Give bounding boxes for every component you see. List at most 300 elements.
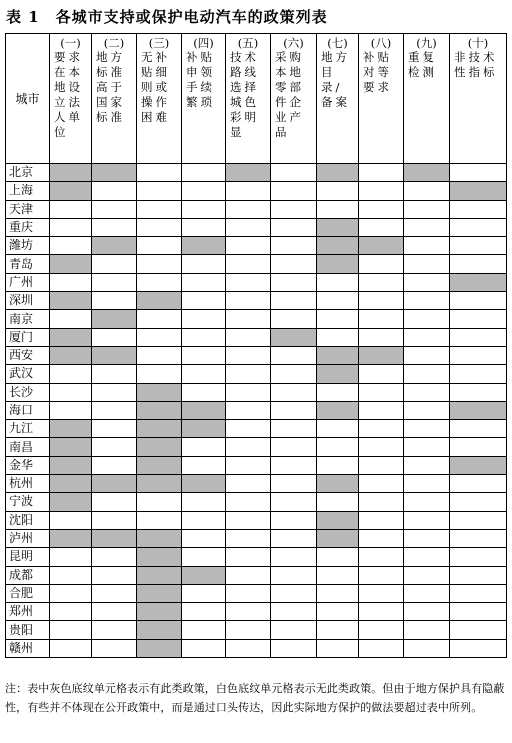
table-row [6,365,507,383]
policy-cell-empty [137,200,182,218]
policy-cell-empty [92,255,137,273]
policy-cell-empty [450,621,507,639]
policy-cell-empty [182,383,226,401]
column-label: 技术路线选择城色彩明显 [230,50,259,139]
column-number: (十) [467,36,489,50]
policy-cell-empty [404,603,450,621]
policy-cell-empty [182,511,226,529]
policy-cell-empty [271,164,317,182]
policy-cell-empty [182,456,226,474]
policy-cell-empty [450,237,507,255]
policy-cell-marked [450,182,507,200]
policy-cell-empty [404,237,450,255]
policy-cell-empty [404,346,450,364]
column-label: 地方标准高于国家标准 [96,50,125,124]
policy-cell-empty [271,456,317,474]
city-name: 沈阳 [6,511,50,529]
policy-cell-empty [317,273,359,291]
policy-cell-empty [404,182,450,200]
policy-cell-marked [50,420,92,438]
policy-cell-empty [450,365,507,383]
policy-cell-empty [50,218,92,236]
policy-cell-empty [226,292,271,310]
policy-cell-empty [271,639,317,657]
column-number: (五) [237,36,259,50]
policy-cell-empty [317,566,359,584]
table-row [6,182,507,200]
policy-cell-marked [317,255,359,273]
table-row [6,584,507,602]
policy-cell-empty [182,328,226,346]
policy-cell-empty [226,218,271,236]
column-header-7 [317,34,359,164]
column-label: 补贴对等要求 [363,50,392,94]
policy-cell-empty [271,218,317,236]
policy-cell-empty [450,218,507,236]
policy-cell-empty [317,548,359,566]
city-name: 昆明 [6,548,50,566]
policy-cell-empty [137,493,182,511]
policy-cell-empty [271,603,317,621]
table-row [6,438,507,456]
policy-cell-marked [317,475,359,493]
policy-cell-empty [359,383,404,401]
policy-cell-empty [50,566,92,584]
city-name: 天津 [6,200,50,218]
column-number: (六) [283,36,304,50]
policy-cell-marked [182,420,226,438]
policy-cell-marked [317,164,359,182]
policy-cell-empty [271,621,317,639]
policy-cell-empty [182,493,226,511]
policy-cell-empty [50,548,92,566]
policy-cell-marked [359,237,404,255]
table-row [6,566,507,584]
policy-cell-empty [317,493,359,511]
policy-cell-marked [137,603,182,621]
policy-cell-empty [359,365,404,383]
policy-cell-marked [137,584,182,602]
policy-cell-empty [50,310,92,328]
policy-cell-empty [50,237,92,255]
policy-cell-empty [359,584,404,602]
policy-cell-empty [271,584,317,602]
policy-cell-empty [50,603,92,621]
policy-cell-empty [359,200,404,218]
policy-cell-empty [271,292,317,310]
column-number: (七) [327,36,348,50]
policy-cell-marked [137,566,182,584]
city-name: 贵阳 [6,621,50,639]
policy-cell-empty [450,438,507,456]
policy-cell-empty [182,548,226,566]
policy-cell-marked [450,273,507,291]
policy-cell-empty [50,200,92,218]
policy-cell-marked [137,292,182,310]
policy-cell-empty [317,584,359,602]
policy-cell-empty [404,310,450,328]
policy-cell-empty [226,401,271,419]
policy-cell-marked [92,164,137,182]
policy-cell-marked [92,310,137,328]
table-row [6,200,507,218]
policy-cell-empty [137,164,182,182]
policy-cell-empty [450,292,507,310]
policy-cell-marked [137,420,182,438]
policy-cell-marked [50,255,92,273]
policy-cell-marked [450,401,507,419]
policy-cell-empty [226,529,271,547]
policy-cell-empty [92,438,137,456]
policy-cell-empty [404,456,450,474]
policy-cell-empty [404,292,450,310]
policy-cell-empty [404,328,450,346]
column-number: (三) [148,36,170,50]
column-label: 重复检测 [408,50,437,79]
policy-cell-empty [226,639,271,657]
policy-cell-marked [92,529,137,547]
policy-cell-empty [137,511,182,529]
policy-cell-empty [317,200,359,218]
policy-cell-empty [450,346,507,364]
policy-cell-marked [404,164,450,182]
policy-cell-empty [317,420,359,438]
policy-cell-marked [137,621,182,639]
policy-cell-empty [271,273,317,291]
city-name: 广州 [6,273,50,291]
policy-cell-empty [92,200,137,218]
policy-cell-empty [226,365,271,383]
policy-cell-marked [50,346,92,364]
policy-cell-empty [137,346,182,364]
policy-cell-empty [50,383,92,401]
policy-cell-empty [450,420,507,438]
column-number: (二) [103,36,125,50]
policy-cell-empty [92,328,137,346]
policy-cell-empty [92,566,137,584]
policy-cell-empty [92,273,137,291]
table-row [6,493,507,511]
policy-table [5,33,507,658]
policy-cell-empty [359,328,404,346]
policy-cell-marked [50,164,92,182]
policy-cell-empty [450,475,507,493]
table-row [6,639,507,657]
policy-cell-empty [50,639,92,657]
table-row [6,328,507,346]
policy-cell-empty [182,200,226,218]
policy-cell-empty [271,401,317,419]
policy-cell-marked [50,328,92,346]
policy-cell-empty [359,456,404,474]
policy-cell-empty [182,438,226,456]
policy-cell-empty [359,292,404,310]
policy-cell-empty [182,365,226,383]
table-row [6,529,507,547]
table-row [6,401,507,419]
policy-cell-empty [450,164,507,182]
policy-cell-empty [50,621,92,639]
policy-cell-empty [450,328,507,346]
policy-cell-marked [182,475,226,493]
policy-cell-empty [226,237,271,255]
policy-cell-empty [450,200,507,218]
policy-cell-empty [137,218,182,236]
policy-cell-empty [92,621,137,639]
column-label: 地方目录/备案 [321,50,350,109]
policy-cell-empty [226,603,271,621]
city-name: 北京 [6,164,50,182]
policy-cell-marked [182,401,226,419]
policy-cell-empty [271,475,317,493]
column-header-3 [137,34,182,164]
policy-cell-empty [404,639,450,657]
policy-cell-empty [226,328,271,346]
policy-cell-empty [359,603,404,621]
policy-cell-empty [226,182,271,200]
policy-cell-empty [404,584,450,602]
policy-cell-empty [450,639,507,657]
policy-cell-empty [226,346,271,364]
policy-cell-empty [182,621,226,639]
policy-cell-empty [404,218,450,236]
policy-cell-empty [226,511,271,529]
column-header-2 [92,34,137,164]
policy-cell-empty [450,255,507,273]
table-row [6,456,507,474]
city-name: 南京 [6,310,50,328]
city-name: 厦门 [6,328,50,346]
column-label: 采购本地零部件企业产品 [275,50,304,139]
policy-cell-empty [182,584,226,602]
column-number: (八) [370,36,392,50]
policy-cell-empty [92,401,137,419]
city-name: 赣州 [6,639,50,657]
policy-cell-empty [404,475,450,493]
policy-cell-empty [50,584,92,602]
policy-cell-empty [404,401,450,419]
policy-cell-empty [226,584,271,602]
policy-cell-empty [450,603,507,621]
city-name: 泸州 [6,529,50,547]
policy-cell-empty [450,548,507,566]
policy-cell-empty [92,182,137,200]
table-row [6,420,507,438]
city-name: 深圳 [6,292,50,310]
policy-cell-marked [182,566,226,584]
policy-cell-empty [226,383,271,401]
policy-cell-empty [359,529,404,547]
policy-cell-marked [50,292,92,310]
policy-cell-marked [92,475,137,493]
policy-cell-empty [182,292,226,310]
policy-cell-empty [182,310,226,328]
policy-cell-empty [92,511,137,529]
column-label: 非技术性指标 [454,50,498,79]
policy-cell-empty [182,255,226,273]
policy-cell-empty [359,255,404,273]
policy-cell-empty [359,218,404,236]
city-name: 郑州 [6,603,50,621]
policy-cell-empty [182,639,226,657]
policy-cell-empty [182,218,226,236]
policy-cell-empty [271,182,317,200]
policy-cell-empty [92,548,137,566]
policy-cell-empty [226,200,271,218]
policy-cell-empty [450,310,507,328]
policy-cell-empty [317,292,359,310]
policy-cell-empty [137,237,182,255]
table-row [6,511,507,529]
column-header-9 [404,34,450,164]
policy-cell-empty [359,273,404,291]
table-row [6,218,507,236]
policy-cell-empty [359,639,404,657]
city-name: 上海 [6,182,50,200]
policy-cell-empty [182,182,226,200]
policy-cell-empty [404,566,450,584]
policy-cell-empty [404,511,450,529]
policy-cell-empty [450,529,507,547]
table-row [6,292,507,310]
policy-cell-empty [137,273,182,291]
table-row [6,548,507,566]
policy-cell-empty [359,310,404,328]
city-name: 长沙 [6,383,50,401]
policy-cell-marked [137,438,182,456]
policy-cell-empty [226,621,271,639]
policy-cell-empty [137,365,182,383]
policy-cell-empty [404,621,450,639]
policy-cell-empty [271,346,317,364]
policy-cell-empty [450,566,507,584]
table-row [6,621,507,639]
policy-cell-marked [50,493,92,511]
policy-cell-empty [404,420,450,438]
table-row [6,346,507,364]
policy-cell-marked [317,401,359,419]
policy-cell-empty [50,273,92,291]
policy-cell-empty [359,493,404,511]
policy-cell-empty [226,456,271,474]
policy-cell-empty [182,346,226,364]
policy-cell-empty [92,420,137,438]
policy-cell-empty [317,310,359,328]
city-name: 西安 [6,346,50,364]
policy-cell-marked [317,237,359,255]
city-name: 合肥 [6,584,50,602]
policy-cell-empty [359,511,404,529]
policy-cell-empty [50,511,92,529]
policy-cell-empty [226,566,271,584]
policy-cell-empty [359,548,404,566]
policy-cell-empty [92,383,137,401]
policy-cell-empty [182,529,226,547]
policy-cell-empty [450,493,507,511]
policy-cell-empty [92,493,137,511]
policy-cell-empty [50,401,92,419]
city-name: 海口 [6,401,50,419]
policy-cell-empty [271,365,317,383]
policy-cell-empty [137,328,182,346]
policy-cell-empty [271,255,317,273]
policy-cell-empty [359,438,404,456]
policy-cell-empty [271,548,317,566]
city-name: 杭州 [6,475,50,493]
policy-cell-empty [317,603,359,621]
policy-cell-marked [359,346,404,364]
column-number: (四) [193,36,214,50]
policy-cell-empty [271,420,317,438]
policy-cell-empty [404,273,450,291]
policy-cell-empty [271,493,317,511]
column-label: 补贴申领手续繁琐 [186,50,215,109]
policy-cell-marked [50,475,92,493]
policy-cell-empty [182,603,226,621]
policy-cell-empty [317,182,359,200]
table-row [6,310,507,328]
policy-cell-empty [359,420,404,438]
policy-cell-empty [317,621,359,639]
policy-cell-marked [92,346,137,364]
policy-cell-empty [450,383,507,401]
policy-cell-marked [50,456,92,474]
policy-cell-marked [317,346,359,364]
policy-cell-marked [182,237,226,255]
policy-cell-empty [271,200,317,218]
column-number: (九) [416,36,437,50]
policy-cell-empty [317,456,359,474]
city-name: 潍坊 [6,237,50,255]
table-row [6,475,507,493]
policy-cell-marked [450,456,507,474]
table-body [6,164,507,658]
policy-cell-empty [226,420,271,438]
policy-cell-empty [226,438,271,456]
city-name: 武汉 [6,365,50,383]
policy-cell-empty [359,566,404,584]
policy-cell-empty [404,438,450,456]
city-column-header: 城市 [6,34,50,164]
column-header-6 [271,34,317,164]
policy-cell-empty [137,182,182,200]
policy-cell-empty [92,218,137,236]
policy-cell-empty [226,548,271,566]
policy-cell-empty [226,255,271,273]
policy-cell-empty [92,456,137,474]
policy-cell-empty [359,182,404,200]
policy-cell-marked [137,456,182,474]
policy-cell-empty [404,200,450,218]
policy-cell-empty [404,529,450,547]
policy-cell-empty [271,383,317,401]
policy-cell-marked [226,164,271,182]
policy-cell-marked [137,639,182,657]
policy-cell-empty [359,475,404,493]
table-row [6,164,507,182]
policy-cell-marked [50,182,92,200]
policy-cell-empty [317,639,359,657]
column-label: 要求在本地设立法人单位 [54,50,83,139]
policy-cell-marked [92,237,137,255]
column-header-5 [226,34,271,164]
policy-cell-empty [404,493,450,511]
policy-cell-empty [92,639,137,657]
column-header-4 [182,34,226,164]
policy-cell-marked [137,475,182,493]
policy-cell-empty [92,365,137,383]
policy-cell-empty [92,292,137,310]
